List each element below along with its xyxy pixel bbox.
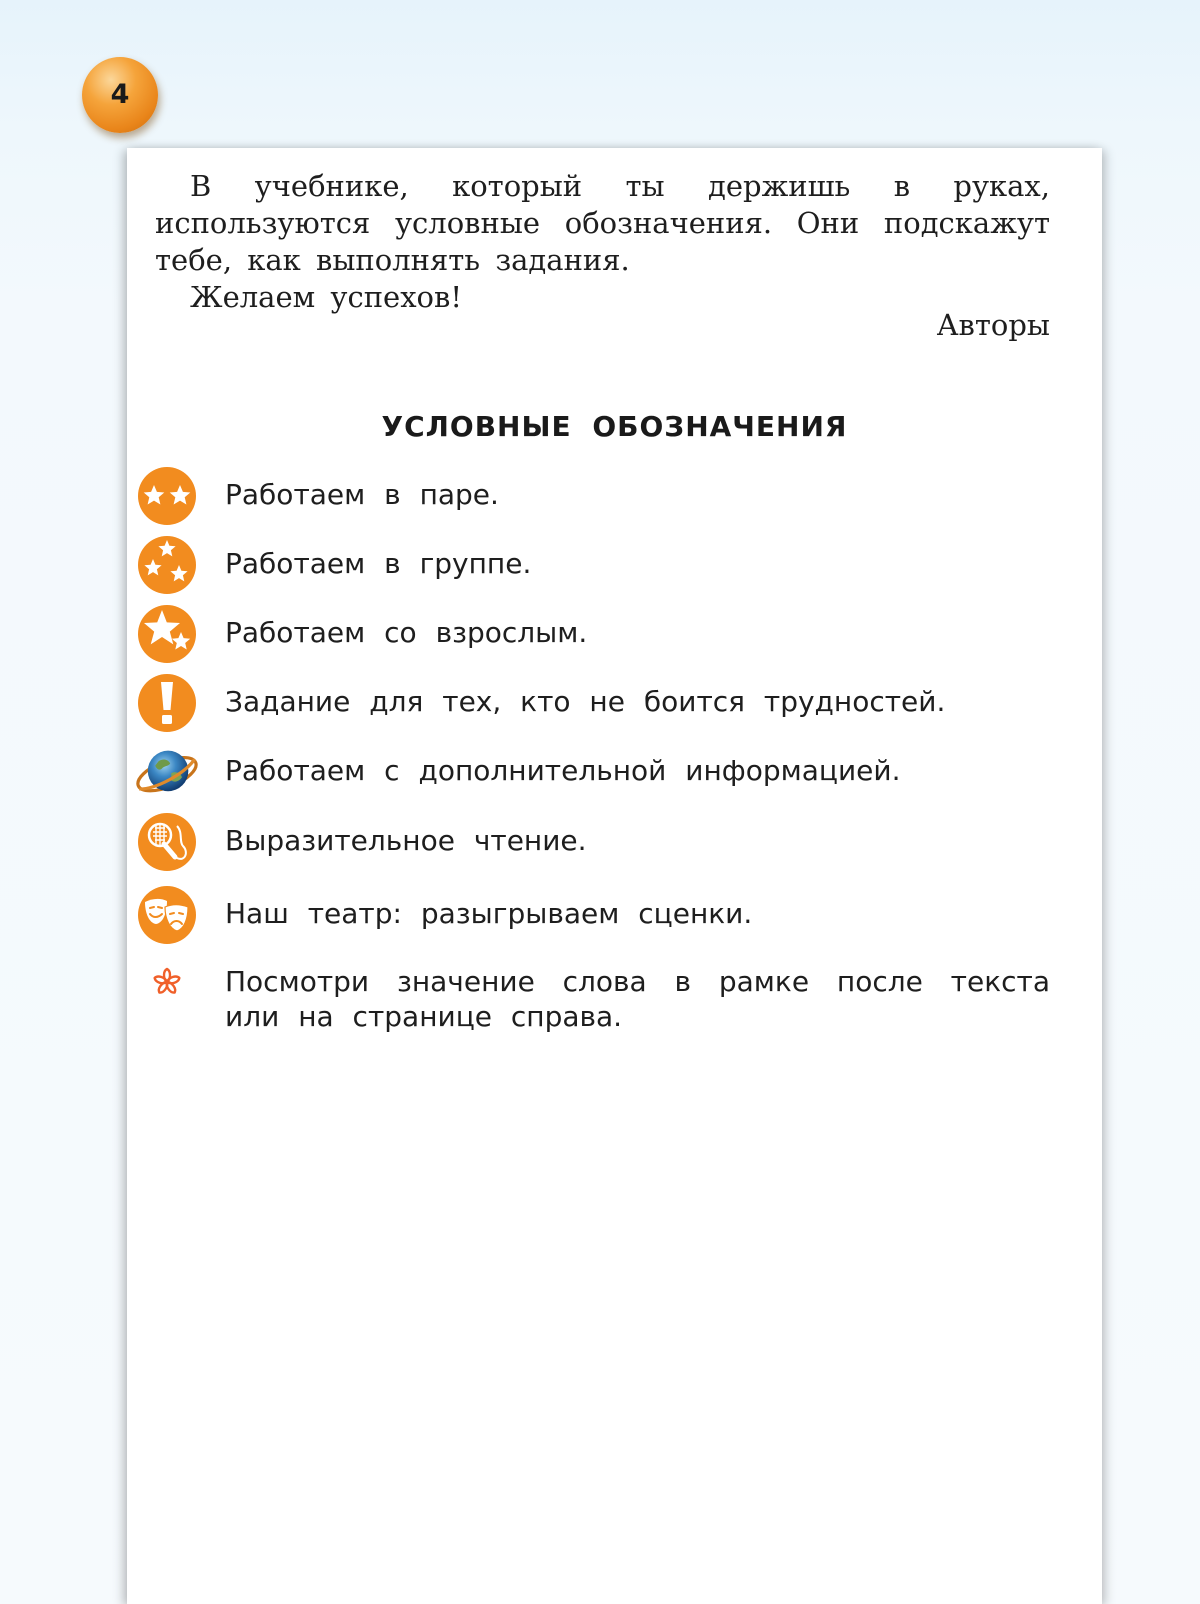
legend-label: Работаем с дополнительной информацией. [225, 754, 901, 787]
microphone-icon [137, 812, 197, 872]
legend-item-pair-work [127, 466, 1102, 526]
legend-item-adult-work [127, 604, 1102, 664]
legend-label: Работаем в группе. [225, 547, 532, 580]
globe-icon [129, 740, 205, 804]
legend-item-theatre [127, 885, 1102, 945]
legend-label: Работаем в паре. [225, 478, 499, 511]
group-work-icon [137, 535, 197, 595]
intro-wish: Желаем успехов! [190, 280, 462, 314]
intro-paragraph: В учебнике, который ты держишь в руках, используются условные обозначения. Они подскажут тебе, как выполнять задания. [155, 169, 1050, 277]
authors-signature: Авторы [936, 308, 1050, 342]
page-number: 4 [110, 78, 130, 110]
legend-item-glossary [127, 964, 1102, 1044]
page-number-badge [82, 57, 158, 133]
legend-item-extra-info [127, 742, 1102, 802]
legend-item-expressive-reading [127, 812, 1102, 872]
adult-work-icon [137, 604, 197, 664]
pair-work-icon [137, 466, 197, 526]
legend-label: Выразительное чтение. [225, 824, 587, 857]
asterisk-icon [137, 962, 197, 1022]
legend-label: Задание для тех, кто не боится трудностей. [225, 685, 946, 718]
legend-item-group-work [127, 535, 1102, 595]
legend-item-challenge [127, 673, 1102, 733]
legend-label: Посмотри значение слова в рамке после текста или на странице справа. [225, 965, 1050, 1033]
legend-title: УСЛОВНЫЕ ОБОЗНАЧЕНИЯ [381, 410, 848, 443]
textbook-page [127, 148, 1102, 1604]
exclamation-icon [137, 673, 197, 733]
legend-label: Работаем со взрослым. [225, 616, 588, 649]
intro-text [155, 168, 1050, 316]
theatre-masks-icon [137, 885, 197, 945]
legend-label: Наш театр: разыгрываем сценки. [225, 897, 753, 930]
